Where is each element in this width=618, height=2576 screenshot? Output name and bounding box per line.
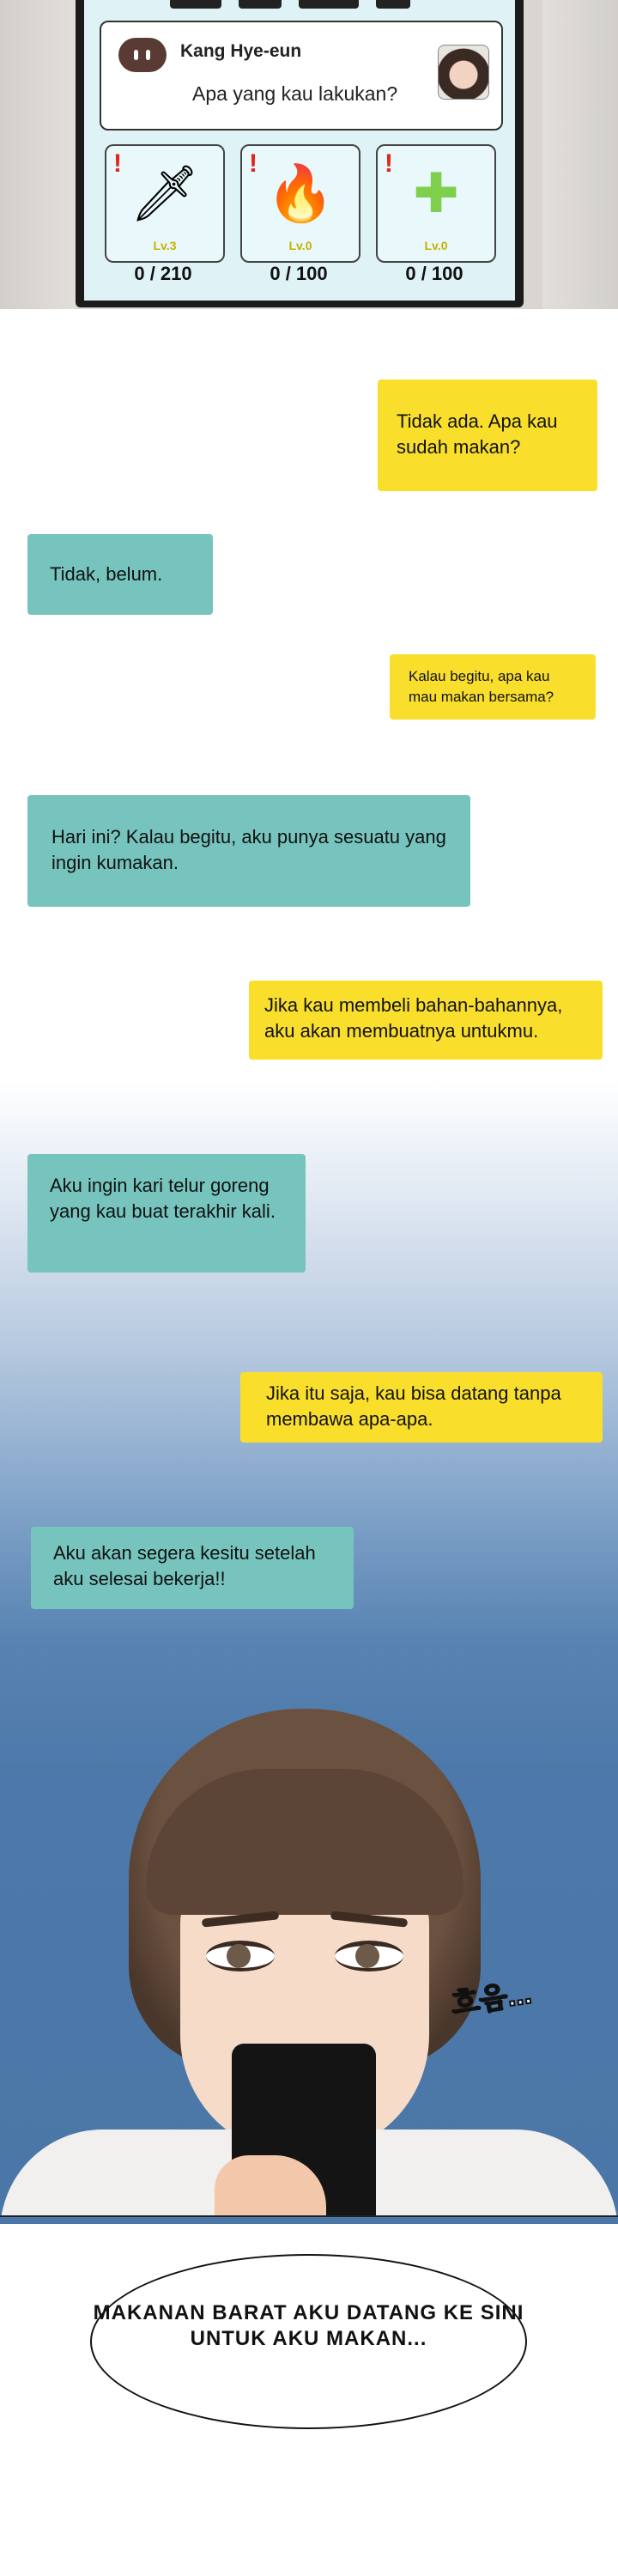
- phone-screen: [84, 0, 515, 301]
- phone-panel: [0, 0, 618, 309]
- sound-effect: 흐음...: [449, 1977, 534, 2021]
- fire-icon: 🔥: [266, 162, 335, 224]
- plus-icon: ✚: [413, 162, 459, 224]
- chat-bubble-left: Hari ini? Kalau begitu, aku punya sesuatu yang ingin kumakan.: [27, 795, 470, 907]
- stat-count: 0 / 100: [270, 263, 328, 284]
- speech-bubble: [90, 2254, 527, 2429]
- emoji-face-icon: [118, 38, 167, 72]
- alert-icon: !: [385, 149, 393, 178]
- chat-bubble-right: Tidak ada. Apa kau sudah makan?: [378, 380, 597, 491]
- eye: [206, 1941, 275, 1971]
- chat-bubble-left: Aku ingin kari telur goreng yang kau buat terakhir kali.: [27, 1154, 306, 1273]
- chat-bubble-left: Tidak, belum.: [27, 534, 213, 615]
- stat-level: Lv.0: [288, 239, 312, 252]
- notification-sender: Kang Hye-eun: [180, 41, 302, 61]
- avatar: [438, 45, 489, 100]
- stat-count: 0 / 210: [134, 263, 192, 284]
- notification-message: Apa yang kau lakukan?: [192, 82, 398, 105]
- notification-card[interactable]: [100, 21, 503, 131]
- eye: [335, 1941, 403, 1971]
- speech-text: MAKANAN BARAT AKU DATANG KE SINI UNTUK AKU MAKAN...: [93, 2301, 524, 2350]
- stat-card-sword[interactable]: [105, 144, 225, 263]
- wall-right: [542, 0, 618, 309]
- wall-left: [0, 0, 76, 309]
- chat-bubble-right: Kalau begitu, apa kau mau makan bersama?: [390, 654, 596, 720]
- alert-icon: !: [249, 149, 258, 178]
- stat-card-plus[interactable]: [376, 144, 496, 263]
- chat-bubble-right: Jika kau membeli bahan-bahannya, aku akan membuatnya untukmu.: [249, 981, 603, 1060]
- chat-bubble-left: Aku akan segera kesitu setelah aku selesai bekerja!!: [31, 1527, 354, 1609]
- panel-divider: [0, 2215, 618, 2217]
- stat-level: Lv.0: [424, 239, 448, 252]
- sword-icon: 🗡: [130, 162, 200, 224]
- alert-icon: !: [113, 149, 122, 178]
- stat-level: Lv.3: [153, 239, 177, 252]
- cropped-title: [136, 0, 462, 12]
- phone-frame: [76, 0, 524, 307]
- stat-count: 0 / 100: [405, 263, 464, 284]
- chat-bubble-right: Jika itu saja, kau bisa datang tanpa membawa apa-apa.: [240, 1372, 603, 1443]
- character-illustration: [0, 1683, 618, 2215]
- stat-card-fire[interactable]: [240, 144, 360, 263]
